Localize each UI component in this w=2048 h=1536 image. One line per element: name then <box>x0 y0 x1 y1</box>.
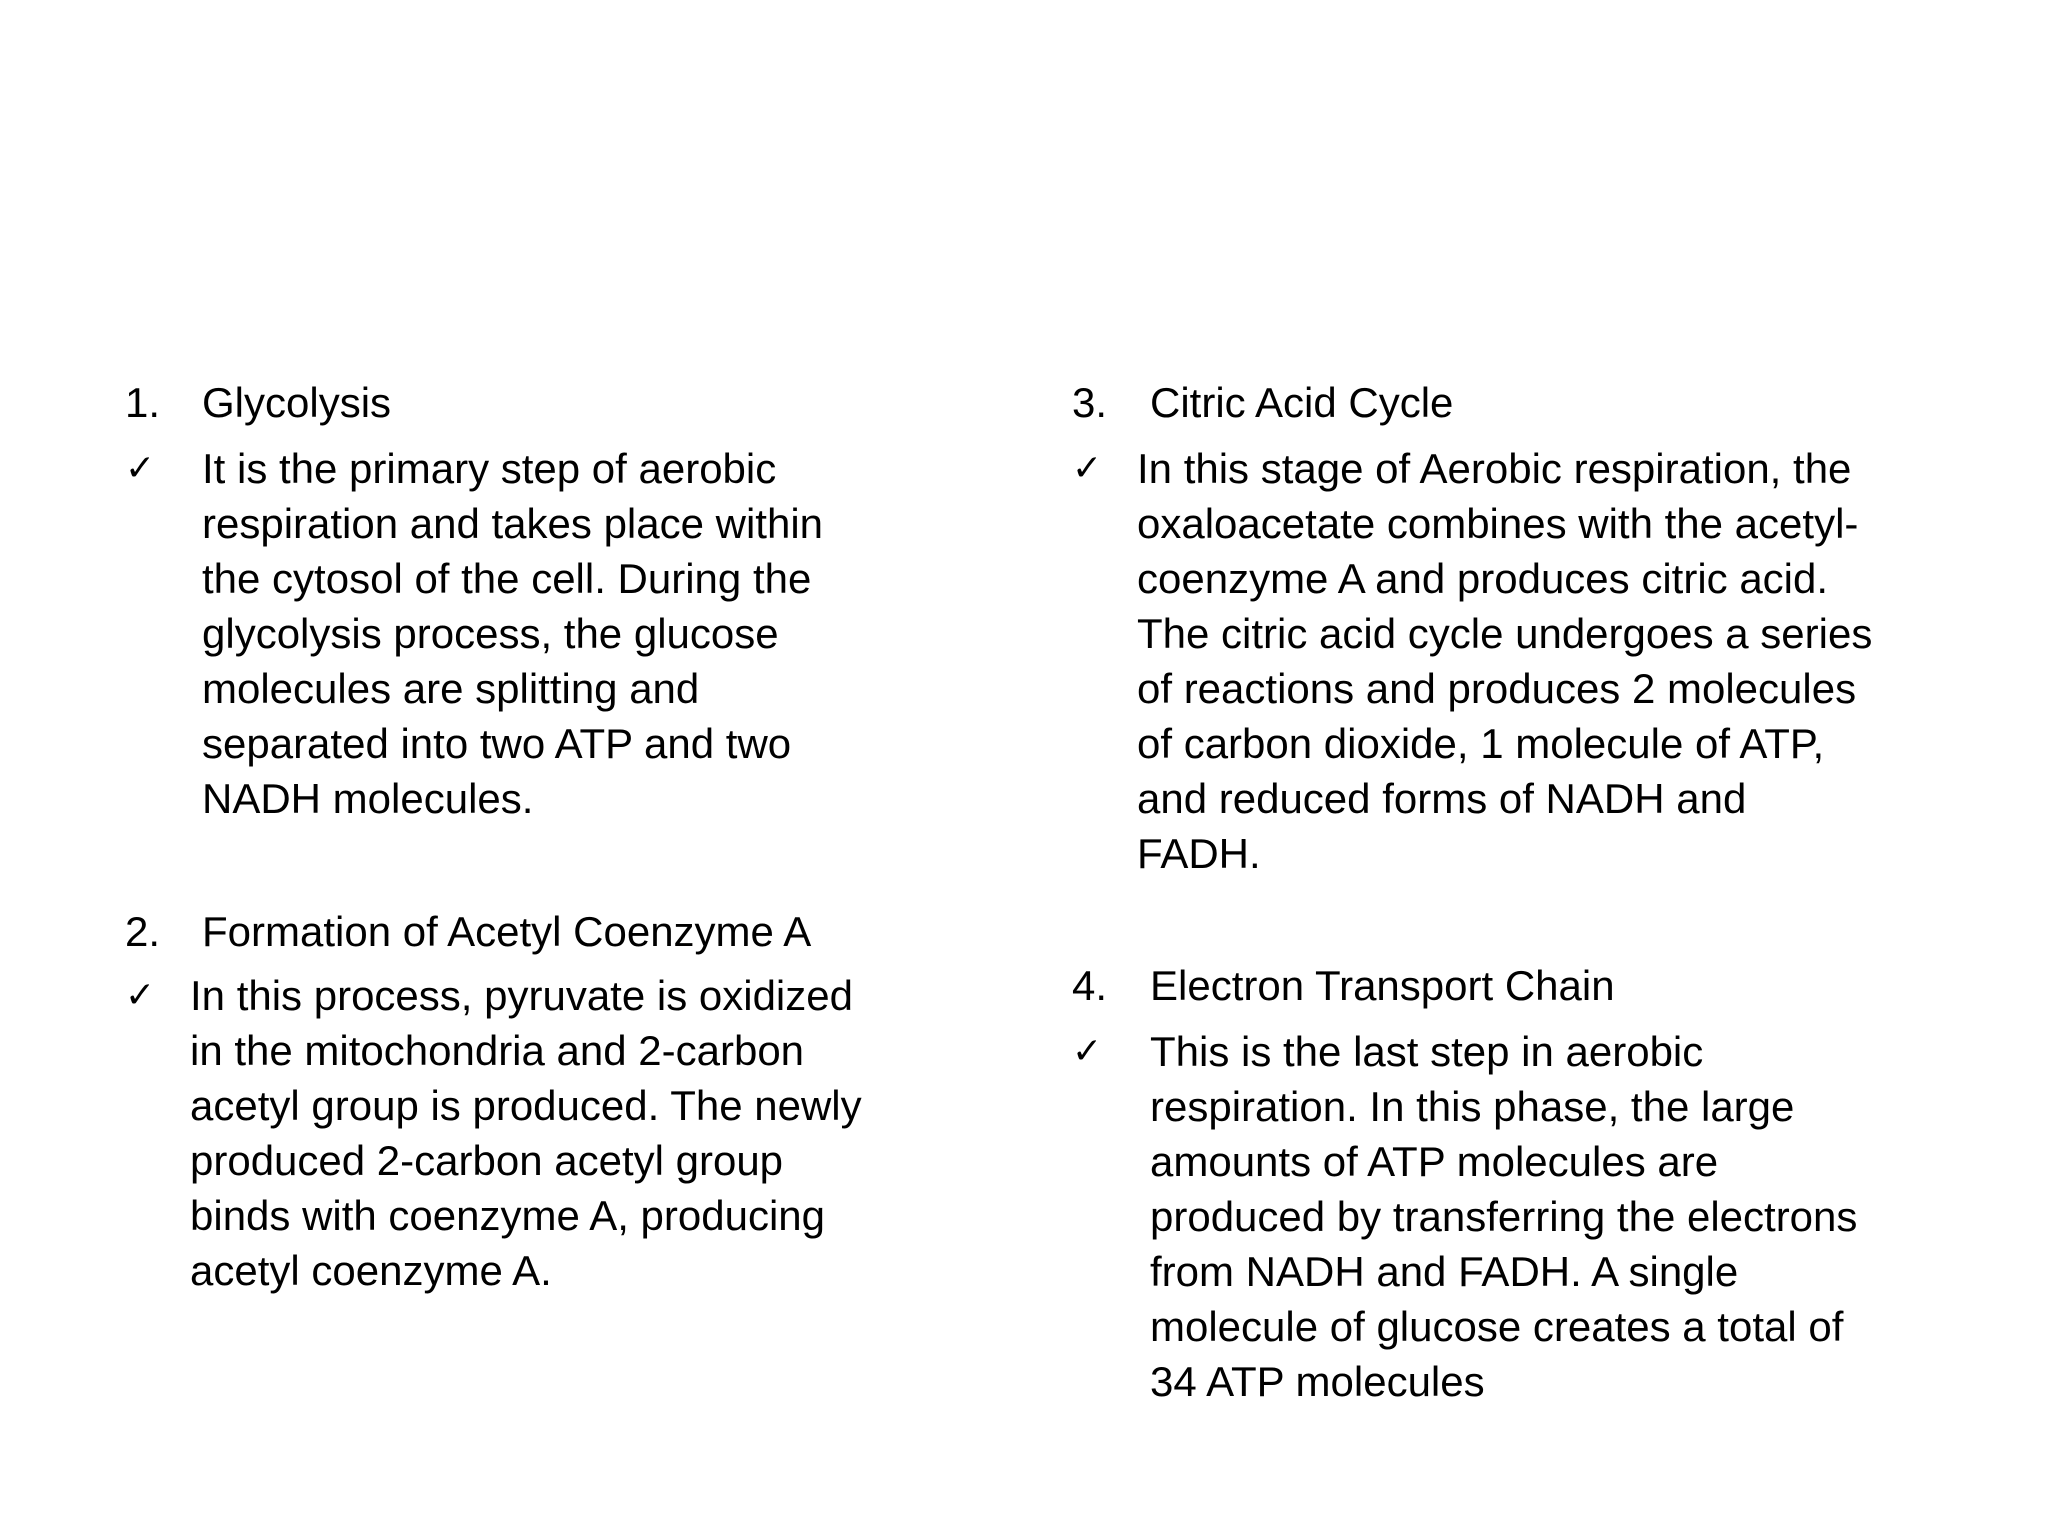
section-title: Glycolysis <box>202 379 392 426</box>
checkmark-icon: ✓ <box>125 448 156 489</box>
body-line: acetyl group is produced. The newly <box>190 1082 862 1129</box>
body-line: of carbon dioxide, 1 molecule of ATP, <box>1137 720 1825 767</box>
checkmark-icon: ✓ <box>125 975 156 1016</box>
body-line: binds with coenzyme A, producing <box>190 1192 826 1239</box>
body-line: the cytosol of the cell. During the <box>202 555 812 602</box>
body-line: molecules are splitting and <box>202 665 700 712</box>
section-number: 1. <box>125 379 161 426</box>
body-line: coenzyme A and produces citric acid. <box>1137 555 1829 602</box>
body-line: The citric acid cycle undergoes a series <box>1137 610 1873 657</box>
body-line: It is the primary step of aerobic <box>202 445 777 492</box>
body-line: produced 2-carbon acetyl group <box>190 1137 784 1184</box>
section-number: 3. <box>1072 379 1108 426</box>
body-line: This is the last step in aerobic <box>1150 1028 1704 1075</box>
body-line: FADH. <box>1137 830 1261 877</box>
body-line: In this process, pyruvate is oxidized <box>190 972 853 1019</box>
body-line: molecule of glucose creates a total of <box>1150 1303 1844 1350</box>
section-title: Formation of Acetyl Coenzyme A <box>202 908 812 955</box>
body-line: 34 ATP molecules <box>1150 1358 1485 1405</box>
section-number: 4. <box>1072 962 1108 1009</box>
body-line: respiration and takes place within <box>202 500 824 547</box>
body-line: and reduced forms of NADH and <box>1137 775 1747 822</box>
body-line: separated into two ATP and two <box>202 720 792 767</box>
section-number: 2. <box>125 908 161 955</box>
body-line: NADH molecules. <box>202 775 534 822</box>
section-title: Citric Acid Cycle <box>1150 379 1454 426</box>
body-line: acetyl coenzyme A. <box>190 1247 552 1294</box>
body-line: of reactions and produces 2 molecules <box>1137 665 1857 712</box>
body-line: produced by transferring the electrons <box>1150 1193 1858 1240</box>
body-line: oxaloacetate combines with the acetyl- <box>1137 500 1859 547</box>
body-line: In this stage of Aerobic respiration, the <box>1137 445 1852 492</box>
body-line: amounts of ATP molecules are <box>1150 1138 1719 1185</box>
checkmark-icon: ✓ <box>1072 448 1103 489</box>
body-line: in the mitochondria and 2-carbon <box>190 1027 805 1074</box>
section-title: Electron Transport Chain <box>1150 962 1615 1009</box>
body-line: from NADH and FADH. A single <box>1150 1248 1739 1295</box>
checkmark-icon: ✓ <box>1072 1031 1103 1072</box>
body-line: respiration. In this phase, the large <box>1150 1083 1795 1130</box>
body-line: glycolysis process, the glucose <box>202 610 779 657</box>
